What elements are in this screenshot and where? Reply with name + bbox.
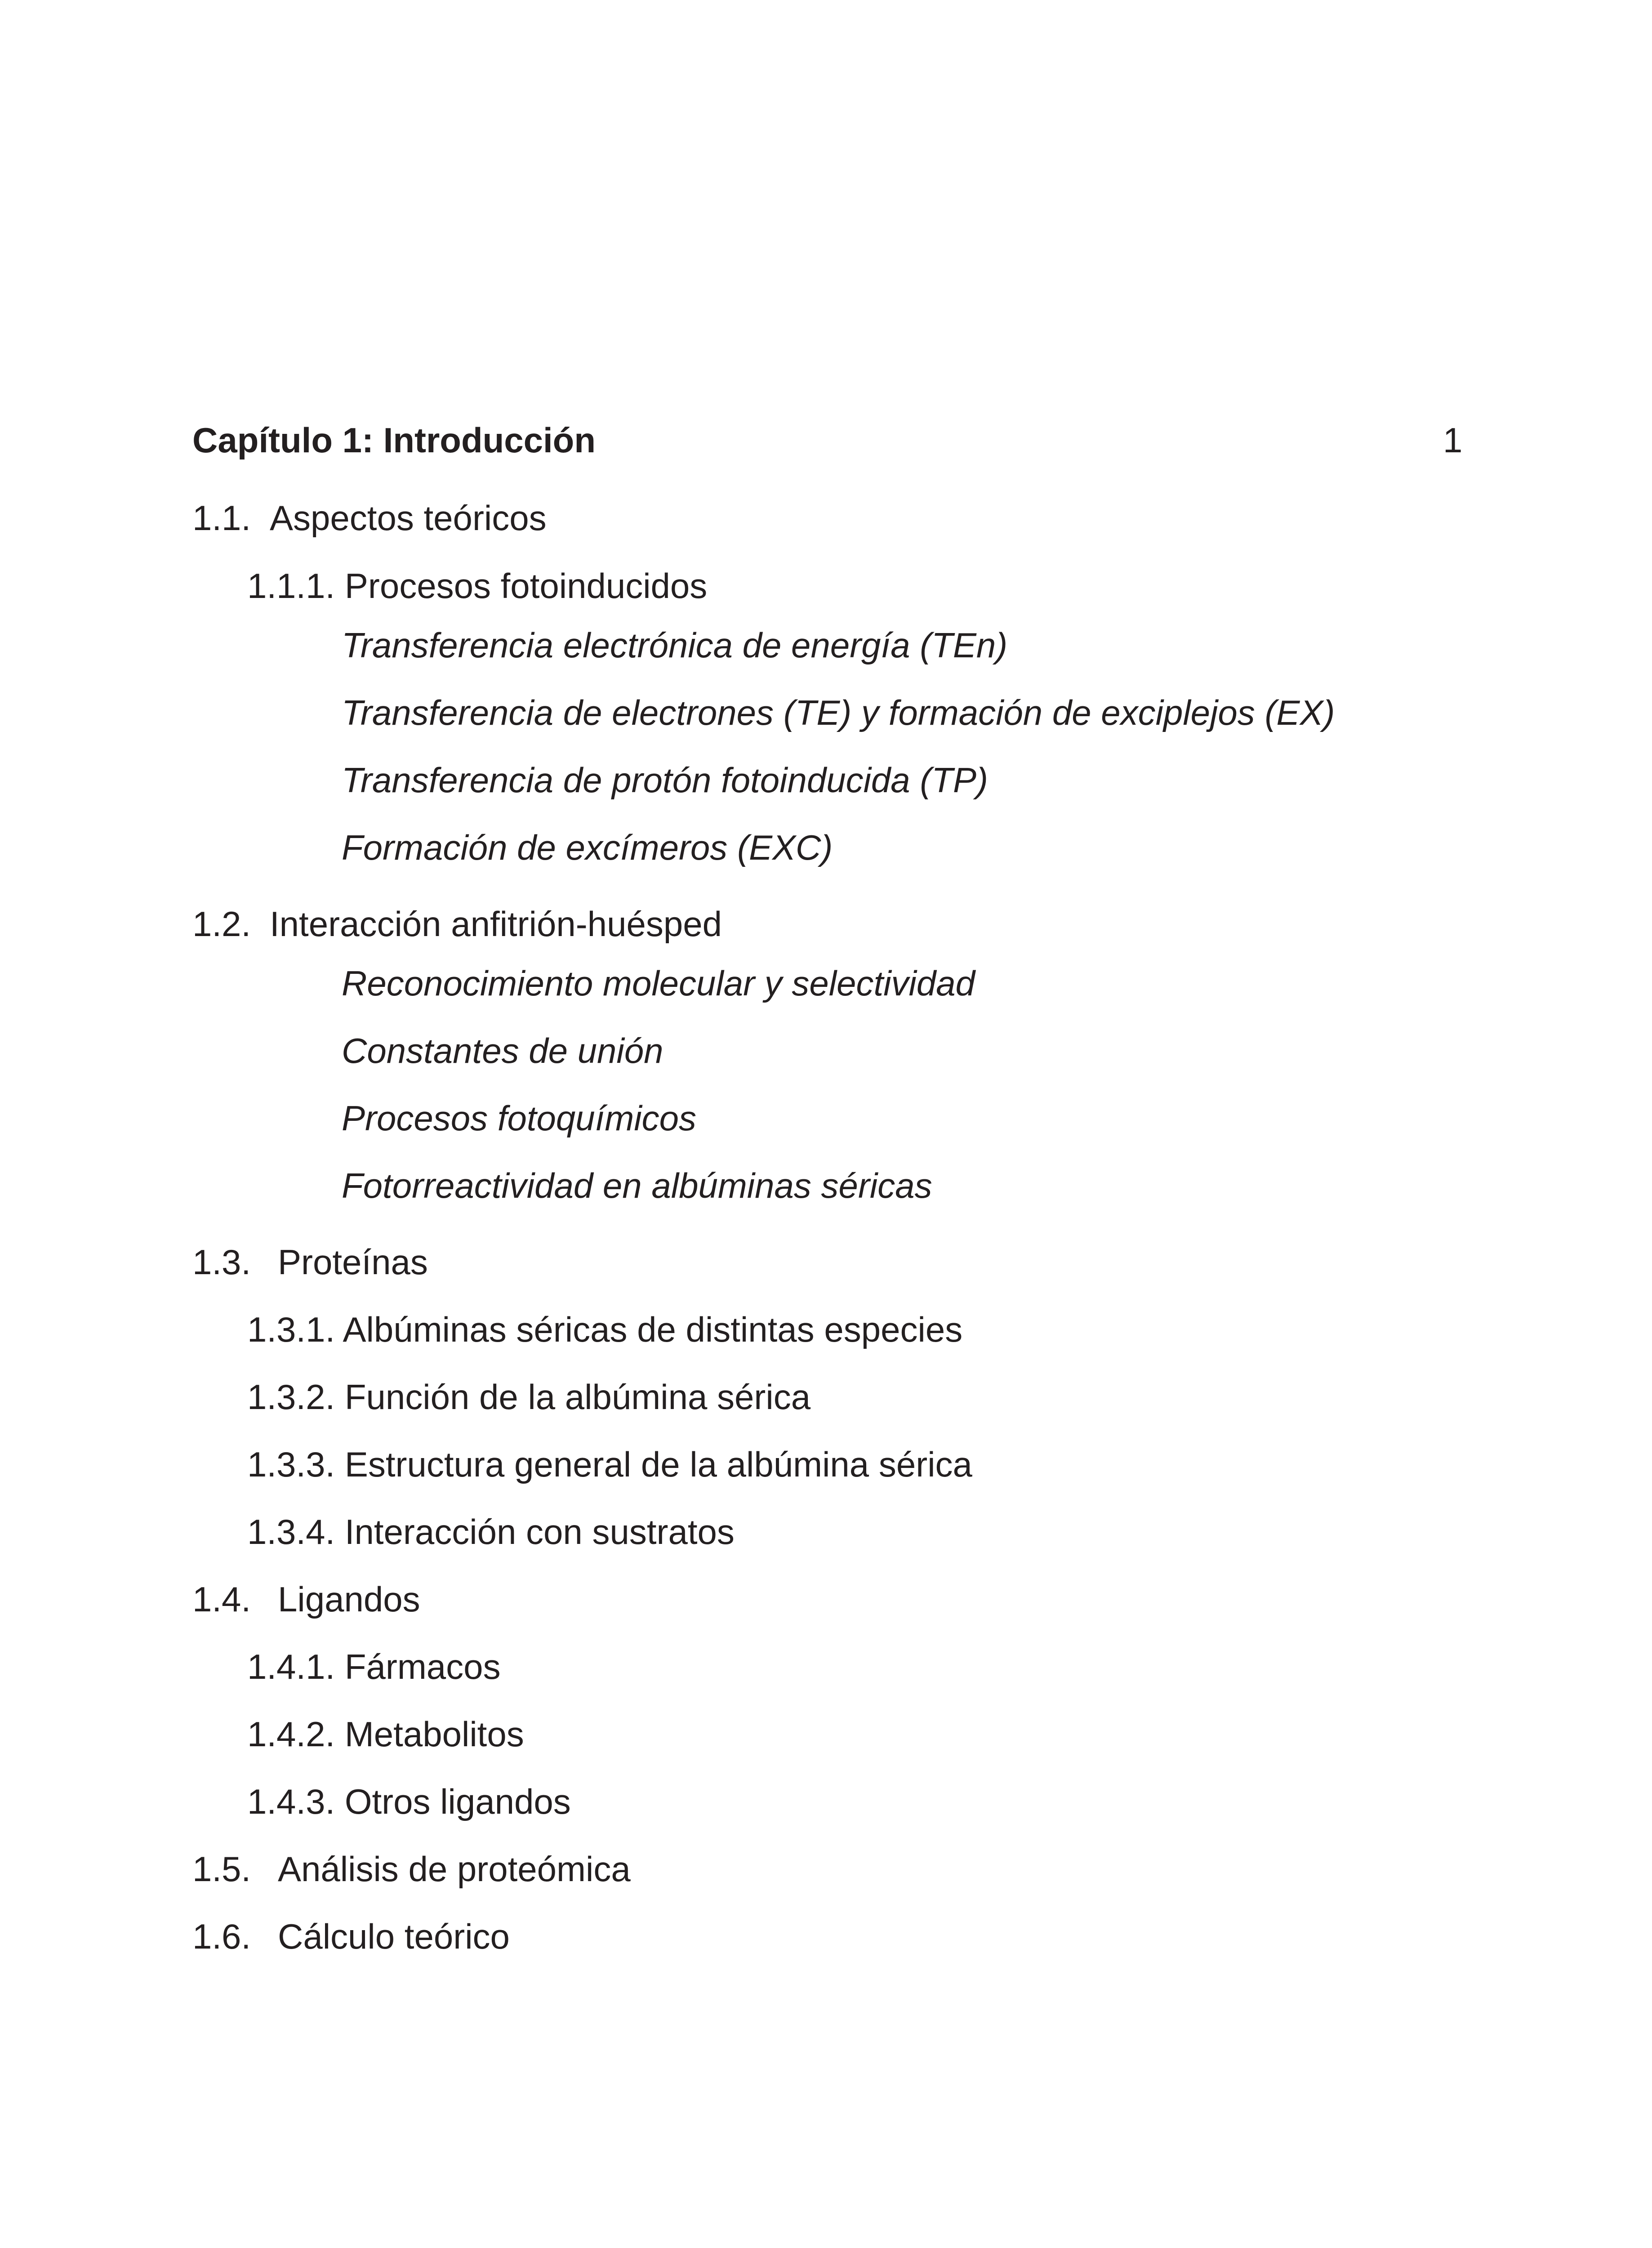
section-label: Análisis de proteómica bbox=[278, 1849, 631, 1889]
toc-item-tp: Transferencia de protón fotoinducida (TP) bbox=[342, 760, 988, 800]
chapter-page-number: 1 bbox=[1443, 420, 1463, 460]
section-number: 1.1. bbox=[192, 498, 251, 538]
section-label: Interacción anfitrión-huésped bbox=[270, 904, 722, 944]
toc-item-ten: Transferencia electrónica de energía (TEn) bbox=[342, 625, 1008, 665]
section-number: 1.3.2. bbox=[247, 1377, 335, 1417]
toc-item-te-ex: Transferencia de electrones (TE) y formación de exciplejos (EX) bbox=[342, 693, 1335, 732]
section-label: Estructura general de la albúmina sérica bbox=[344, 1445, 972, 1484]
chapter-title: Capítulo 1: Introducción bbox=[192, 420, 596, 460]
toc-entry-1-4-1 bbox=[247, 1649, 501, 1684]
section-label: Aspectos teóricos bbox=[270, 498, 547, 538]
section-label: Otros ligandos bbox=[344, 1782, 571, 1821]
toc-entry-1-4 bbox=[192, 1579, 420, 1619]
section-number: 1.4.1. bbox=[247, 1647, 335, 1686]
section-label: Función de la albúmina sérica bbox=[344, 1377, 811, 1417]
toc-entry-1-3 bbox=[192, 1244, 428, 1280]
section-number: 1.5. bbox=[192, 1849, 251, 1889]
toc-entry-1-4-2 bbox=[247, 1714, 524, 1754]
section-number: 1.3. bbox=[192, 1242, 251, 1282]
section-label: Metabolitos bbox=[344, 1714, 524, 1754]
toc-entry-1-3-3 bbox=[247, 1447, 972, 1482]
section-number: 1.4.2. bbox=[247, 1714, 335, 1754]
section-number: 1.3.1. bbox=[247, 1310, 335, 1349]
section-number: 1.1.1. bbox=[247, 566, 335, 606]
toc-entry-1-5 bbox=[192, 1851, 631, 1887]
section-number: 1.6. bbox=[192, 1917, 251, 1956]
section-label: Procesos fotoinducidos bbox=[344, 566, 708, 606]
toc-item-constantes: Constantes de unión bbox=[342, 1031, 663, 1070]
section-number: 1.4. bbox=[192, 1579, 251, 1619]
section-label: Proteínas bbox=[278, 1242, 428, 1282]
toc-item-reconocimiento: Reconocimiento molecular y selectividad bbox=[342, 963, 975, 1003]
toc-entry-1-6 bbox=[192, 1919, 510, 1954]
section-label: Cálculo teórico bbox=[278, 1917, 510, 1956]
section-label: Albúminas séricas de distintas especies bbox=[343, 1310, 963, 1349]
section-number: 1.3.4. bbox=[247, 1512, 335, 1552]
section-label: Fármacos bbox=[344, 1647, 501, 1686]
toc-entry-1-1-1 bbox=[247, 566, 708, 606]
section-label: Interacción con sustratos bbox=[344, 1512, 735, 1552]
toc-entry-1-3-1 bbox=[247, 1312, 962, 1347]
section-number: 1.2. bbox=[192, 904, 251, 944]
section-number: 1.4.3. bbox=[247, 1782, 335, 1821]
toc-item-exc: Formación de excímeros (EXC) bbox=[342, 828, 833, 867]
toc-entry-1-1 bbox=[192, 498, 547, 538]
section-number: 1.3.3. bbox=[247, 1445, 335, 1484]
section-label: Ligandos bbox=[278, 1579, 420, 1619]
toc-entry-1-3-2 bbox=[247, 1377, 811, 1417]
toc-entry-1-4-3 bbox=[247, 1784, 571, 1819]
toc-entry-1-3-4 bbox=[247, 1512, 735, 1552]
toc-entry-1-2 bbox=[192, 904, 722, 944]
toc-item-procesos: Procesos fotoquímicos bbox=[342, 1098, 697, 1138]
toc-item-fotorreactividad: Fotorreactividad en albúminas séricas bbox=[342, 1166, 932, 1205]
